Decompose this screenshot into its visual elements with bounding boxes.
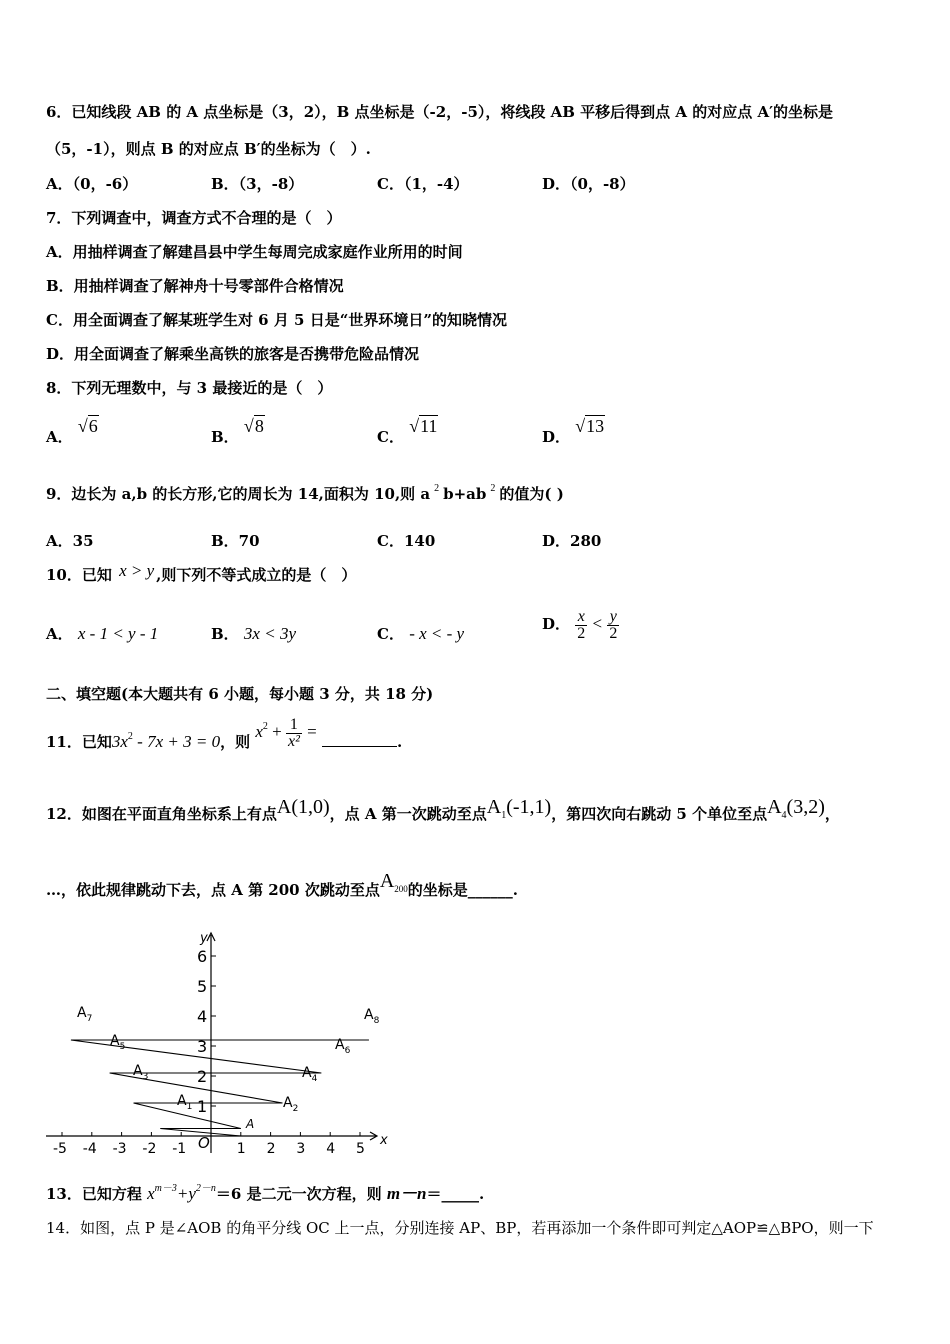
x-tick-label: -4: [82, 1141, 97, 1157]
q10-stem: 10．已知 x > y ,则下列不等式成立的是（ ）: [46, 561, 357, 584]
q6-stem-line1: 6．已知线段 AB 的 A 点坐标是（3，2），B 点坐标是（-2，-5），将线段 AB 平移后得到点 A 的对应点 A′的坐标是: [46, 103, 834, 121]
q6-option-d: D．（0，-8）: [542, 175, 635, 193]
point-label: $A_8$: [364, 1007, 380, 1026]
q12-stem-line1: 12．如图在平面直角坐标系上有点A(1,0)，点 A 第一次跳动至点$A_1(-1,1)$，第四次向右跳动 5 个单位至点$A_4(3,2)$，: [46, 796, 840, 823]
q8-radicand-a: 6: [88, 416, 98, 436]
point-label: $A_7$: [77, 1005, 93, 1024]
x-tick-label: -1: [172, 1141, 187, 1157]
q14-stem: 14．如图，点 P 是∠AOB 的角平分线 OC 上一点，分别连接 AP、BP，若再添加一个条件即可判定△AOP≌△BPO，则一下: [46, 1219, 874, 1237]
q8-stem: 8．下列无理数中，与 3 最接近的是（ ）: [46, 379, 333, 397]
x-tick-label: 2: [266, 1141, 276, 1157]
q7-option-c: C．用全面调查了解某班学生对 6 月 5 日是“世界环境日”的知晓情况: [46, 311, 507, 329]
q8-label-d: D．: [542, 428, 571, 446]
point-label: $A_5$: [110, 1033, 126, 1052]
point-label: $A_4$: [302, 1065, 318, 1084]
point-label: A: [246, 1117, 255, 1131]
q11-answer-blank: [322, 732, 397, 747]
q7-option-b: B．用抽样调查了解神舟十号零部件合格情况: [46, 277, 344, 295]
q10-option-c: C． - x < - y: [377, 624, 465, 643]
x-axis-label: x: [380, 1133, 388, 1148]
q8-option-d: D． √13: [542, 416, 605, 446]
q10-option-d: D． $\frac{x}{2}$ < $\frac{y}{2}$: [542, 607, 618, 642]
q6-option-c: C．（1，-4）: [377, 175, 469, 193]
q8-label-b: B．: [211, 428, 239, 446]
q9-stem: 9．边长为 a,b 的长方形,它的周长为 14,面积为 10,则 a $^2$ b+ab $^2$ 的值为( ): [46, 483, 564, 503]
q6-option-b: B．（3，-8）: [211, 175, 304, 193]
q9-option-b: B．70: [211, 532, 260, 550]
point-label: $A_2$: [283, 1095, 299, 1114]
y-tick-label: 4: [197, 1007, 208, 1026]
q8-radicand-b: 8: [254, 416, 264, 436]
y-tick-label: 5: [197, 977, 208, 996]
x-tick-label: -2: [142, 1141, 157, 1157]
q9-option-a: A．35: [46, 532, 94, 550]
q10-option-b: B． 3x < 3y: [211, 624, 296, 643]
point-label: $A_6$: [335, 1037, 351, 1056]
point-label: $A_1$: [177, 1093, 193, 1112]
q8-label-c: C．: [377, 428, 404, 446]
q8-option-b: B． √8: [211, 416, 264, 446]
q12-point-a: A(1,0): [276, 796, 330, 818]
x-tick-label: 4: [326, 1141, 336, 1157]
q10-option-a: A． x - 1 < y - 1: [46, 624, 159, 643]
x-tick-label: 3: [296, 1141, 306, 1157]
q7-option-d: D．用全面调查了解乘坐高铁的旅客是否携带危险品情况: [46, 345, 420, 363]
q12-point-a4: $A_4(3,2)$: [767, 796, 825, 821]
y-tick-label: 2: [197, 1067, 208, 1086]
q10-condition: x > y: [119, 561, 155, 580]
q7-option-a: A．用抽样调查了解建昌县中学生每周完成家庭作业所用的时间: [46, 243, 463, 261]
q11-stem: 11．已知$3x^2 - 7x + 3 = 0$，则 $x^2$ + $\frac{1}{\text{x²}}$ = .: [46, 715, 403, 751]
origin-label: O: [198, 1134, 210, 1152]
y-tick-label: 1: [197, 1097, 208, 1116]
q12-point-a1: $A_1(-1,1)$: [486, 796, 552, 821]
q12-stem-line2: …，依此规律跳动下去，点 A 第 200 次跳动至点$A_{200}$的坐标是______.: [46, 870, 519, 899]
q7-stem: 7．下列调查中，调查方式不合理的是（ ）: [46, 209, 342, 227]
q9-option-d: D．280: [542, 532, 602, 550]
section-2-heading: 二、填空题(本大题共有 6 小题，每小题 3 分，共 18 分): [46, 685, 434, 703]
q6-option-a: A．（0，-6）: [46, 175, 138, 193]
x-tick-label: -3: [112, 1141, 127, 1157]
q13-stem: 13．已知方程 $x^{m-3}+y^{2-n}=6$ 是二元一次方程，则 m－n＝_____.: [46, 1183, 485, 1203]
y-axis-label: y: [200, 931, 208, 946]
q8-radicand-c: 11: [420, 416, 438, 436]
q12-point-a200: $A_{200}$: [379, 870, 408, 894]
x-tick-label: 5: [356, 1141, 365, 1157]
q8-option-c: C． √11: [377, 416, 438, 446]
x-tick-label: 1: [236, 1141, 246, 1157]
q12-coordinate-graph: [40, 925, 400, 1165]
q8-option-a: A． √6: [46, 416, 98, 446]
q8-radicand-d: 13: [586, 416, 605, 436]
y-tick-label: 6: [197, 947, 208, 966]
q8-label-a: A．: [46, 428, 73, 446]
q6-stem-line2: （5，-1），则点 B 的对应点 B′的坐标为（ ）.: [46, 140, 371, 158]
q9-option-c: C．140: [377, 532, 436, 550]
y-tick-label: 3: [197, 1037, 208, 1056]
x-tick-label: -5: [53, 1141, 67, 1157]
point-label: $A_3$: [133, 1063, 149, 1082]
